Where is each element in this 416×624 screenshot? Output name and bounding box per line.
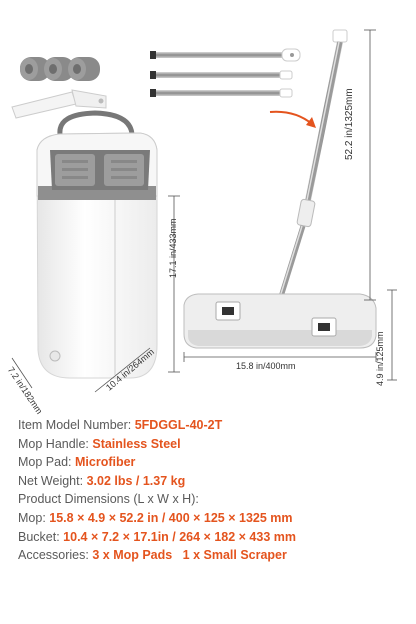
spec-line-accessories [18, 546, 398, 565]
spec-line-bucket [18, 528, 398, 547]
spec-label: Product Dimensions (L x W x H): [18, 492, 199, 507]
arrow-icon [270, 112, 316, 128]
spec-value: 3.02 lbs / 1.37 kg [86, 473, 186, 488]
bucket-height-label: 17.1 in/433mm [168, 218, 178, 278]
spec-label: Accessories: [18, 548, 89, 563]
spec-value: Microfiber [75, 455, 136, 470]
bucket-icon [37, 113, 157, 378]
spec-label: Item Model Number: [18, 418, 132, 432]
spec-value: Stainless Steel [92, 436, 181, 451]
spec-line-model [18, 416, 398, 435]
spec-line-handle [18, 435, 398, 454]
mop-pads-icon [20, 57, 100, 81]
spec-line-pad [18, 453, 398, 472]
spec-value: 5FDGGL-40-2T [134, 418, 223, 432]
spec-label: Bucket: [18, 529, 60, 544]
spec-value: 3 x Mop Pads 1 x Small Scraper [92, 548, 287, 563]
spec-line-weight [18, 472, 398, 491]
spec-list [18, 416, 398, 565]
spec-line-mop [18, 509, 398, 528]
spec-label: Mop Handle: [18, 436, 89, 451]
spec-label: Mop: [18, 510, 46, 525]
pole-height-label: 52.2 in/1325mm [344, 88, 355, 160]
bucket-length-label: 10.4 in/264mm [104, 346, 157, 393]
bucket-width-label: 7.2 in/182mm [5, 365, 45, 416]
spec-label: Mop Pad: [18, 455, 72, 470]
mop-length-label: 15.8 in/400mm [236, 361, 296, 371]
spec-label: Net Weight: [18, 473, 84, 488]
handle-pieces-icon [150, 49, 300, 97]
spec-line-dimensions-heading [18, 490, 398, 509]
mop-width-label: 4.9 in/125mm [375, 331, 385, 386]
spec-value: 15.8 × 4.9 × 52.2 in / 400 × 125 × 1325 mm [49, 510, 293, 525]
spec-value: 10.4 × 7.2 × 17.1in / 264 × 182 × 433 mm [63, 529, 296, 544]
